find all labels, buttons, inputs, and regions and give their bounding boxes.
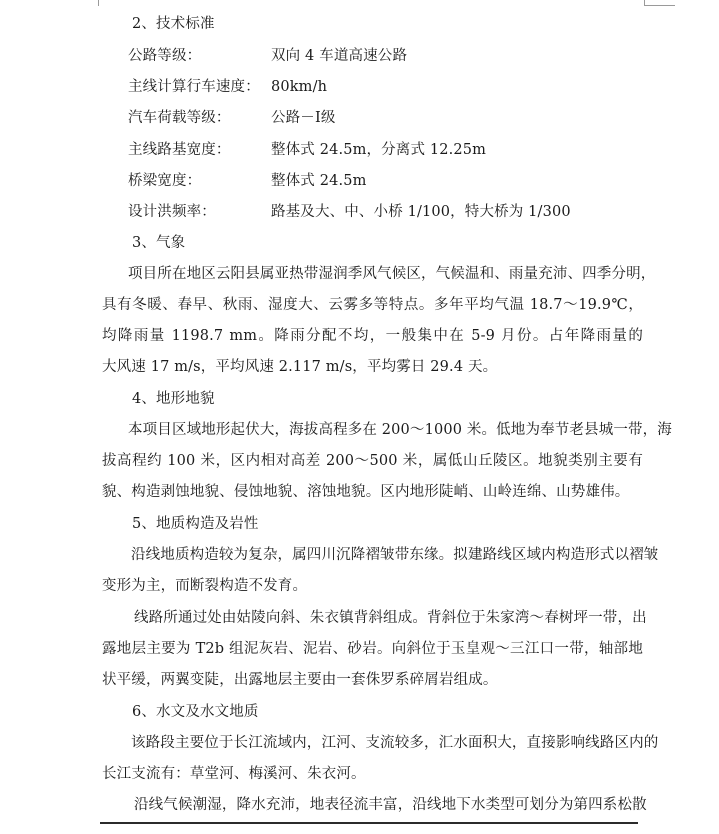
value-road-grade: 双向 4 车道高速公路: [271, 48, 408, 64]
crop-mark-top-left: [98, 0, 99, 6]
geology-para2-line-3: 状平缓，两翼变陡，出露地层主要由一套侏罗系碎屑岩组成。: [102, 672, 498, 688]
heading-landform: 4、地形地貌: [132, 391, 215, 407]
landform-line-1: 本项目区域地形起伏大，海拔高程多在 200～1000 米。低地为奉节老县城一带，海: [128, 422, 672, 438]
value-load-grade: 公路－Ⅰ级: [271, 110, 336, 126]
landform-line-2: 拔高程约 100 米，区内相对高差 200～500 米，属低山丘陵区。地貌类别主要有: [102, 453, 643, 469]
label-bridge-width: 桥梁宽度：: [128, 173, 202, 189]
label-road-grade: 公路等级：: [128, 48, 202, 64]
label-subgrade-width: 主线路基宽度：: [128, 142, 231, 158]
heading-climate: 3、气象: [132, 235, 186, 251]
hydrology-para2-line-1: 沿线气候潮湿，降水充沛，地表径流丰富，沿线地下水类型可划分为第四系松散: [134, 797, 647, 813]
climate-line-2: 具有冬暖、春早、秋雨、湿度大、云雾多等特点。多年平均气温 18.7～19.9℃，: [102, 297, 643, 313]
hydrology-para1-line-1: 该路段主要位于长江流域内，江河、支流较多，汇水面积大，直接影响线路区内的: [131, 735, 659, 751]
heading-tech-standard: 2、技术标准: [132, 16, 215, 32]
geology-para1-line-1: 沿线地质构造较为复杂，属四川沉降褶皱带东缘。拟建路线区域内构造形式以褶皱: [131, 547, 659, 563]
geology-para2-line-2: 露地层主要为 T2b 组泥灰岩、泥岩、砂岩。向斜位于玉皇观～三江口一带，轴部地: [102, 641, 643, 657]
geology-para2-line-1: 线路所通过处由姑陵向斜、朱衣镇背斜组成。背斜位于朱家湾～春树坪一带，出: [134, 610, 647, 626]
heading-geology: 5、地质构造及岩性: [132, 516, 259, 532]
label-design-speed: 主线计算行车速度：: [128, 79, 260, 95]
value-bridge-width: 整体式 24.5m: [271, 173, 367, 189]
climate-line-4: 大风速 17 m/s，平均风速 2.117 m/s，平均雾日 29.4 天。: [102, 359, 498, 375]
climate-line-1: 项目所在地区云阳县属亚热带湿润季风气候区，气候温和、雨量充沛、四季分明，: [128, 266, 656, 282]
value-subgrade-width: 整体式 24.5m，分离式 12.25m: [271, 142, 487, 158]
label-load-grade: 汽车荷载等级：: [128, 110, 231, 126]
climate-line-3: 均降雨量 1198.7 mm。降雨分配不均，一般集中在 5-9 月份。占年降雨量的: [102, 328, 643, 344]
heading-hydrology: 6、水文及水文地质: [132, 704, 259, 720]
geology-para1-line-2: 变形为主，而断裂构造不发育。: [102, 578, 308, 594]
page-bottom-rule: [100, 822, 638, 824]
hydrology-para1-line-2: 长江支流有：草堂河、梅溪河、朱衣河。: [102, 766, 366, 782]
value-design-speed: 80km/h: [271, 79, 328, 95]
crop-mark-top-right-horizontal: [645, 5, 675, 6]
label-flood-frequency: 设计洪频率：: [128, 204, 216, 220]
landform-line-3: 貌、构造剥蚀地貌、侵蚀地貌、溶蚀地貌。区内地形陡峭、山岭连绵、山势雄伟。: [102, 484, 630, 500]
value-flood-frequency: 路基及大、中、小桥 1/100，特大桥为 1/300: [271, 204, 571, 220]
